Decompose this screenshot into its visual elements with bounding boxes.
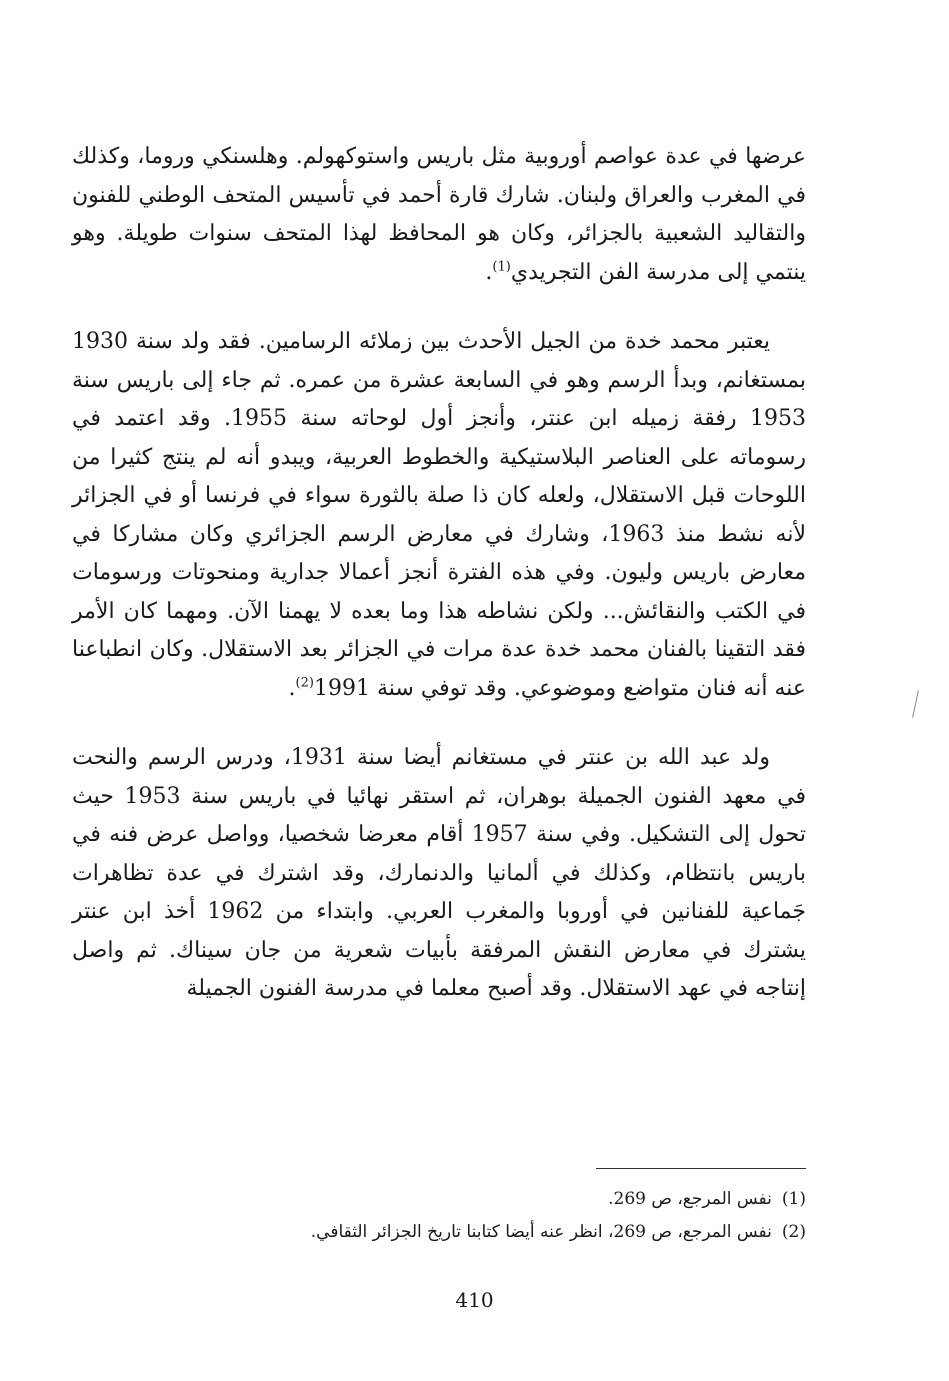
footnote-ref-2[interactable]: (2)	[295, 675, 314, 691]
paragraph-2	[72, 323, 806, 708]
footnote-2	[106, 1216, 806, 1249]
footnote-number: (2)	[781, 1222, 806, 1242]
footnote-1	[106, 1183, 806, 1216]
footnote-divider	[596, 1168, 806, 1169]
page-number: 410	[455, 1288, 494, 1312]
paragraph-1-text: عرضها في عدة عواصم أوروبية مثل باريس واستوكهولم. وهلسنكي وروما، وكذلك في المغرب والعراق ولبنان. شارك قارة أحمد في تأسيس المتحف الوطني للفنون والتقاليد الشعبية بالجزائر، وكان هو المحافظ لهذا المتحف سنوات طويلة. وهو ينتمي إلى مدرسة الفن التجريدي	[72, 144, 806, 285]
footnotes	[106, 1183, 806, 1249]
paragraph-1-tail: .	[485, 259, 493, 285]
footnote-text: نفس المرجع، ص 269.	[608, 1189, 772, 1209]
footnote-ref-1[interactable]: (1)	[492, 259, 511, 275]
paragraph-2-tail: .	[288, 675, 296, 701]
footnote-number: (1)	[781, 1189, 806, 1209]
footnote-text: نفس المرجع، ص 269، انظر عنه أيضا كتابنا تاريخ الجزائر الثقافي.	[310, 1222, 772, 1242]
scan-mark	[912, 690, 919, 718]
paragraph-2-text: يعتبر محمد خدة من الجيل الأحدث بين زملائه الرسامين. فقد ولد سنة 1930 بمستغانم، وبدأ الرسم وهو في السابعة عشرة من عمره. ثم جاء إلى باريس سنة 1953 رفقة زميله ابن عنتر، وأنجز أول لوحاته سنة 1955. وقد اعتمد في رسوماته على العناصر البلاستيكية والخطوط العربية، ويبدو أنه لم ينتج كثيرا من اللوحات قبل الاستقلال، ولعله كان ذا صلة بالثورة سواء في فرنسا أو في الجزائر لأنه نشط منذ 1963، وشارك في معارض الرسم الجزائري وكان مشاركا في معارض باريس وليون. وفي هذه الفترة أنجز أعمالا جدارية ومنحوتات ورسومات في الكتب والنقائش... ولكن نشاطه هذا وما بعده لا يهمنا الآن. ومهما كان الأمر فقد التقينا بالفنان محمد خدة عدة مرات في الجزائر بعد الاستقلال. وكان انطباعنا عنه أنه فنان متواضع وموضوعي. وقد توفي سنة 1991	[72, 329, 806, 701]
paragraph-1	[72, 138, 806, 292]
paragraph-3	[72, 739, 806, 1009]
paragraph-3-text: ولد عبد الله بن عنتر في مستغانم أيضا سنة 1931، ودرس الرسم والنحت في معهد الفنون الجميلة بوهران، ثم استقر نهائيا في باريس سنة 1953 حيث تحول إلى التشكيل. وفي سنة 1957 أقام معرضا شخصيا، وواصل عرض فنه في باريس بانتظام، وكذلك في ألمانيا والدنمارك، وقد اشترك في عدة تظاهرات جَماعية للفنانين في أوروبا والمغرب العربي. وابتداء من 1962 أخذ ابن عنتر يشترك في معارض النقش المرفقة بأبيات شعرية من جان سيناك. ثم واصل إنتاجه في عهد الاستقلال. وقد أصبح معلما في مدرسة الفنون الجميلة	[72, 745, 806, 1001]
page-body	[72, 138, 806, 1009]
